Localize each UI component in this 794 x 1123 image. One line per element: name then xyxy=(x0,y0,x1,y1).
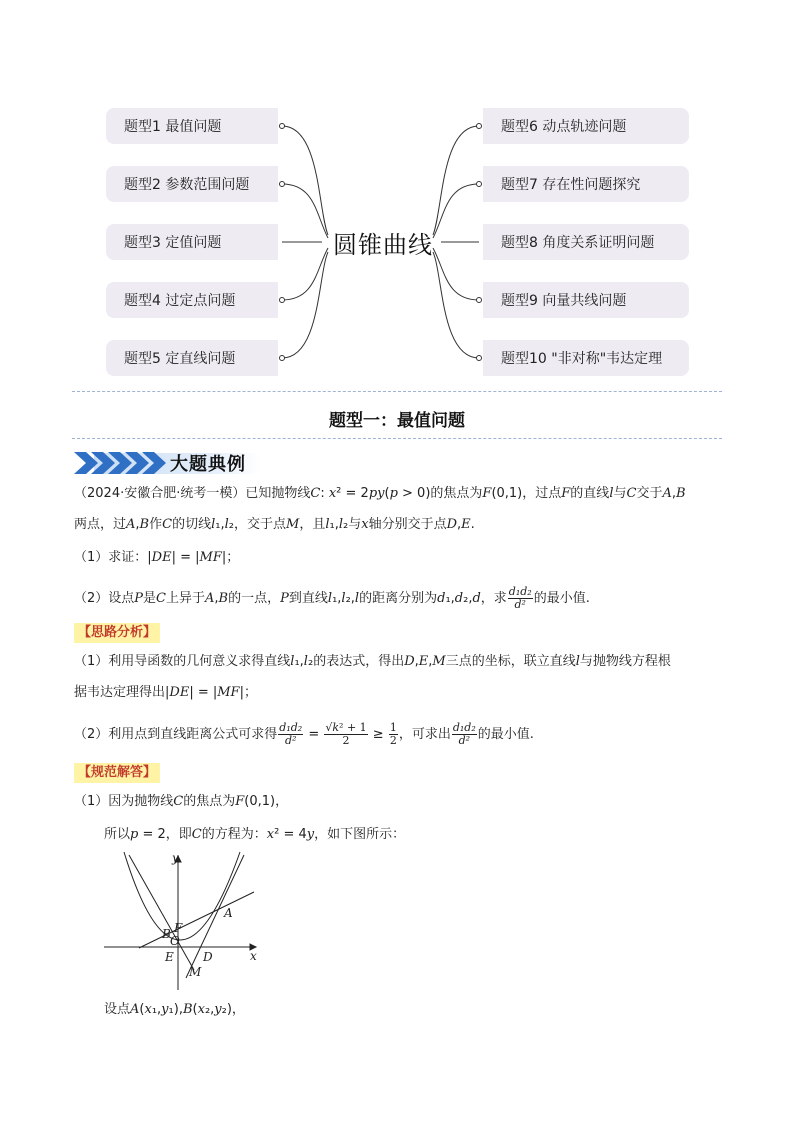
mindmap-node-type8: 题型8 角度关系证明问题 xyxy=(483,224,689,260)
connector-right-1 xyxy=(433,126,479,235)
connector-right-5 xyxy=(433,252,479,358)
analysis-line-1: （1）利用导函数的几何意义求得直线l₁,l₂的表达式，得出D,E,M三点的坐标，联立直线l与抛物线方程根 xyxy=(74,654,671,669)
mindmap-center-title: 圆锥曲线 xyxy=(333,231,433,259)
mindmap-node-type5: 题型5 定直线问题 xyxy=(106,340,278,376)
solution-line-2: 所以p = 2，即C的方程为：x² = 4y，如下图所示： xyxy=(104,827,406,842)
example-banner xyxy=(74,450,262,476)
analysis-line-2: 据韦达定理得出|DE| = |MF|； xyxy=(74,685,257,700)
problem-line-1: （2024·安徽合肥·统考一模）已知抛物线C: x² = 2py(p > 0)的焦点为F(0,1)，过点F的直线l与C交于A,B xyxy=(74,486,686,501)
line-l xyxy=(139,892,254,948)
connector-left-1 xyxy=(282,126,328,235)
mindmap-node-type1: 题型1 最值问题 xyxy=(106,108,278,144)
label-D: D xyxy=(203,950,213,964)
banner-label: 大题典例 xyxy=(170,454,246,475)
label-M: M xyxy=(189,965,202,979)
tangent-l2 xyxy=(129,855,194,970)
mindmap-node-type9: 题型9 向量共线问题 xyxy=(483,282,689,318)
problem-q2: （2）设点P是C上异于A,B的一点，P到直线l₁,l₂,l的距离分别为d₁,d₂,d，求 $\frac{\text{d₁d₂}}{\text{d²}}$ 的最小值. xyxy=(74,585,590,611)
label-y: y xyxy=(172,851,179,865)
label-O: O xyxy=(170,934,180,948)
label-A: A xyxy=(224,906,233,920)
mindmap-node-type3: 题型3 定值问题 xyxy=(106,224,278,260)
analysis-tag: 【思路分析】 xyxy=(74,623,160,643)
label-B: B xyxy=(162,927,171,941)
label-x: x xyxy=(250,949,257,963)
mindmap-node-type7: 题型7 存在性问题探究 xyxy=(483,166,689,202)
mindmap-node-type6: 题型6 动点轨迹问题 xyxy=(483,108,689,144)
mindmap-node-type2: 题型2 参数范围问题 xyxy=(106,166,278,202)
solution-tag: 【规范解答】 xyxy=(74,763,160,783)
mindmap-node-type10: 题型10 "非对称"韦达定理 xyxy=(483,340,689,376)
solution-line-1: （1）因为抛物线C的焦点为F(0,1)， xyxy=(74,794,289,809)
connector-right-4 xyxy=(433,248,479,300)
connector-left-5 xyxy=(282,252,328,358)
label-E: E xyxy=(165,950,174,964)
parabola-figure xyxy=(104,850,269,990)
section-title: 题型一：最值问题 xyxy=(329,411,465,431)
label-F: F xyxy=(174,921,183,935)
problem-line-2: 两点，过A,B作C的切线l₁,l₂，交于点M，且l₁,l₂与x轴分别交于点D,E. xyxy=(74,517,475,532)
chevrons-icon xyxy=(74,450,166,476)
connector-left-4 xyxy=(282,248,328,300)
tangent-l1 xyxy=(186,855,244,978)
divider-bottom xyxy=(72,438,722,439)
connector-left-2 xyxy=(282,184,328,238)
connector-right-2 xyxy=(433,184,479,238)
analysis-line-3: （2）利用点到直线距离公式可求得 $\frac{\text{d₁d₂}}{\text{d²}}$ = $\frac{\text{√k² + 1}}{2}$ ≥ $\frac{1}{2}$ ，可求出 $\frac{\text{d₁d₂}}{\text{d²}}$ 的最小值. xyxy=(74,721,534,747)
divider-top xyxy=(72,391,722,392)
mindmap-node-type4: 题型4 过定点问题 xyxy=(106,282,278,318)
problem-q1: （1）求证：|DE| = |MF|； xyxy=(74,550,240,565)
solution-line-3: 设点A(x₁,y₁),B(x₂,y₂)， xyxy=(104,1002,245,1017)
